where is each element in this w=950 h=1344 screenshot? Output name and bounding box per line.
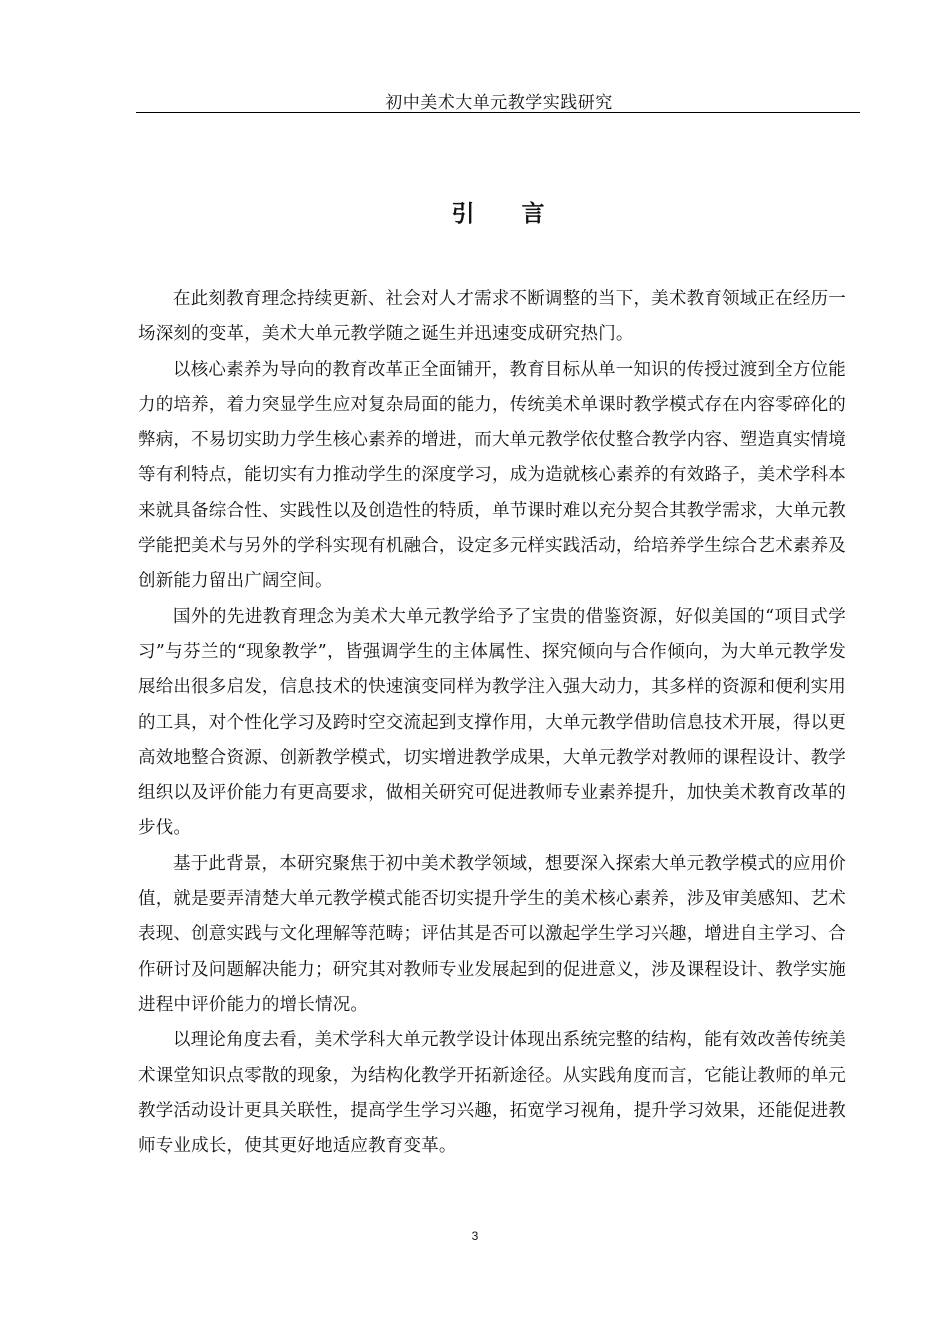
paragraph-4: 基于此背景，本研究聚焦于初中美术教学领域，想要深入探索大单元教学模式的应用价值，就是要弄清楚大单元教学模式能否切实提升学生的美术核心素养，涉及审美感知、艺术表现、创意实践与文化理解等范畴；评估其是否可以激起学生学习兴趣，增进自主学习、合作研讨及问题解决能力；研究其对教师专业发展起到的促进意义，涉及课程设计、教学实施进程中评价能力的增长情况。 <box>138 853 846 1015</box>
header-divider <box>136 112 860 113</box>
page-number: 3 <box>471 1229 479 1243</box>
page-title-char-1: 引 <box>451 201 475 227</box>
paragraph-5: 以理论角度去看，美术学科大单元教学设计体现出系统完整的结构，能有效改善传统美术课堂知识点零散的现象，为结构化教学开拓新途径。从实践角度而言，它能让教师的单元教学活动设计更具关联性，提高学生学习兴趣，拓宽学习视角，提升学习效果，还能促进教师专业成长，使其更好地适应教育变革。 <box>138 1030 846 1157</box>
running-header: 初中美术大单元教学实践研究 <box>385 93 613 113</box>
body-text <box>138 282 846 1164</box>
paragraph-3: 国外的先进教育理念为美术大单元教学给予了宝贵的借鉴资源，好似美国的“项目式学习”与芬兰的“现象教学”，皆强调学生的主体属性、探究倾向与合作倾向，为大单元教学发展给出很多启发，信息技术的快速演变同样为教学注入强大动力，其多样的资源和便利实用的工具，对个性化学习及跨时空交流起到支撑作用，大单元教学借助信息技术开展，得以更高效地整合资源、创新教学模式，切实增进教学成果，大单元教学对教师的课程设计、教学组织以及评价能力有更高要求，做相关研究可促进教师专业素养提升，加快美术教育改革的步伐。 <box>138 606 846 839</box>
paragraph-2: 以核心素养为导向的教育改革正全面铺开，教育目标从单一知识的传授过渡到全方位能力的培养，着力突显学生应对复杂局面的能力，传统美术单课时教学模式存在内容零碎化的弊病，不易切实助力学生核心素养的增进，而大单元教学依仗整合教学内容、塑造真实情境等有利特点，能切实有力推动学生的深度学习，成为造就核心素养的有效路子，美术学科本来就具备综合性、实践性以及创造性的特质，单节课时难以充分契合其教学需求，大单元教学能把美术与另外的学科实现有机融合，设定多元样实践活动，给培养学生综合艺术素养及创新能力留出广阔空间。 <box>138 359 846 592</box>
page-title-char-2: 言 <box>521 201 545 227</box>
paragraph-1: 在此刻教育理念持续更新、社会对人才需求不断调整的当下，美术教育领域正在经历一场深刻的变革，美术大单元教学随之诞生并迅速变成研究热门。 <box>138 289 846 345</box>
page-title <box>136 196 860 232</box>
